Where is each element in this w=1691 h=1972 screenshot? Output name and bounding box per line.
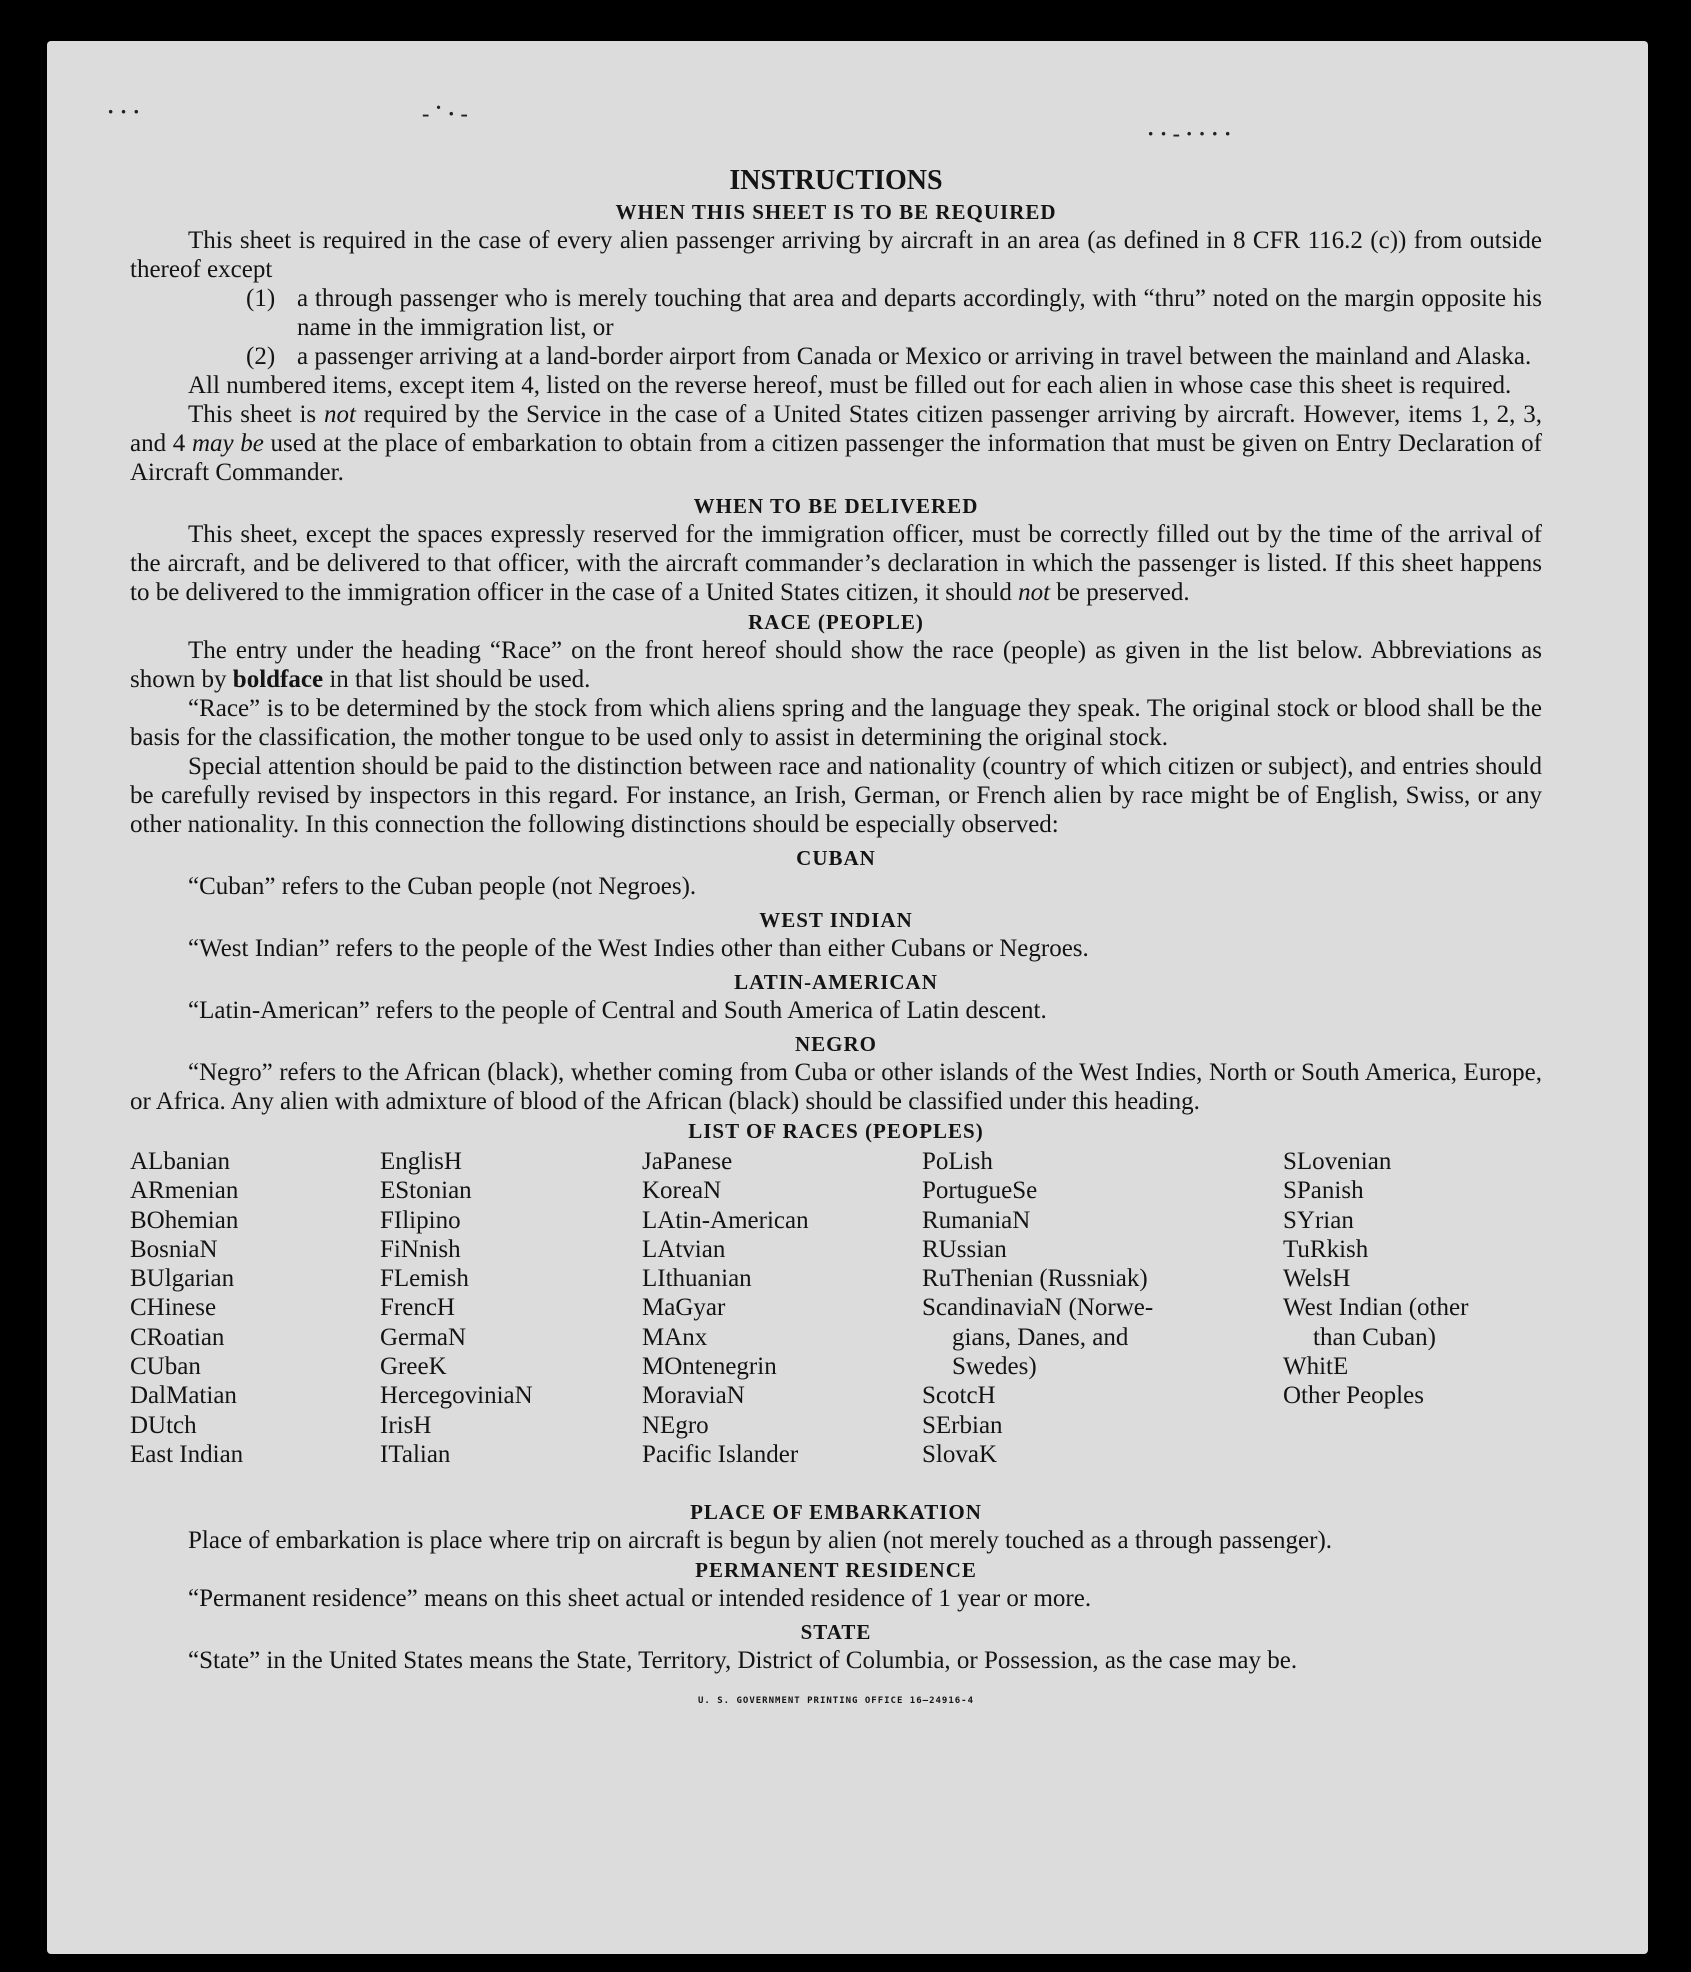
race-entry: SPanish	[1283, 1177, 1364, 1205]
text-run: This sheet, except the spaces expressly reserved for the immigration officer, must be correctly filled out by the time of the arrival of the aircraft, and be delivered to that officer, with the aircraft commander’s declaration in which the passenger is listed. If this sheet happens to be delivered to the immigration officer in the case of a United States citizen, it should	[130, 521, 1542, 606]
race-entry: HercegoviniaN	[380, 1382, 533, 1410]
races-column	[922, 1147, 1153, 1469]
races-column	[380, 1147, 533, 1469]
text-run: be preserved.	[1050, 579, 1190, 606]
race-entry: MoraviaN	[642, 1382, 745, 1410]
document-sheet	[47, 41, 1648, 1954]
race-entry: SlovaK	[922, 1440, 997, 1468]
paragraph: “Negro” refers to the African (black), whether coming from Cuba or other islands of the West Indies, North or South America, Europe, or Africa. Any alien with admixture of blood of the African (black) should be classified under this heading.	[130, 1059, 1542, 1115]
race-entry: IrisH	[380, 1411, 432, 1439]
race-entry: FrencH	[380, 1294, 455, 1322]
paragraph	[130, 400, 1542, 487]
race-entry: than Cuban)	[1313, 1323, 1436, 1351]
item-number: (1)	[246, 285, 276, 312]
race-entry: MaGyar	[642, 1294, 726, 1322]
race-entry: SErbian	[922, 1411, 1003, 1439]
races-column	[130, 1147, 243, 1469]
item-number: (2)	[246, 343, 276, 370]
list-item	[130, 342, 1542, 371]
race-entry: ITalian	[380, 1440, 451, 1468]
race-entry: Swedes)	[952, 1353, 1037, 1381]
section-heading-west-indian: WEST INDIAN	[759, 908, 913, 932]
paragraph: Special attention should be paid to the distinction between race and nationality (country of which citizen or subject), and entries should be carefully revised by inspectors in this regard. For instance, an Irish, German, or French alien by race might be of English, Swiss, or any other nationality. In this connection the following distinctions should be especially observed:	[130, 753, 1542, 838]
paragraph	[130, 636, 1542, 694]
text-run: The entry under the heading “Race” on the front hereof should show the race (people) as given in the list below. Abbreviations as shown by	[130, 637, 1542, 693]
race-entry: EnglisH	[380, 1148, 462, 1175]
race-entry: BOhemian	[130, 1206, 239, 1234]
race-entry: ScotcH	[922, 1382, 996, 1410]
race-entry: DalMatian	[130, 1382, 237, 1410]
race-entry: LAtin-American	[642, 1206, 809, 1234]
section-heading-state: STATE	[800, 1620, 872, 1644]
race-entry: RuThenian (Russniak)	[922, 1265, 1148, 1293]
race-entry: BUlgarian	[130, 1265, 235, 1293]
paragraph: “Cuban” refers to the Cuban people (not Negroes).	[188, 873, 697, 900]
section-heading-required: WHEN THIS SHEET IS TO BE REQUIRED	[615, 200, 1057, 224]
section-heading-embarkation: PLACE OF EMBARKATION	[690, 1500, 982, 1524]
paragraph	[130, 520, 1542, 607]
race-entry: WhitE	[1283, 1353, 1349, 1381]
race-entry: NEgro	[642, 1411, 709, 1439]
instructions-document	[130, 125, 1542, 1716]
paragraph: “West Indian” refers to the people of the West Indies other than either Cubans or Negroes.	[188, 935, 1089, 962]
races-list	[130, 1147, 1542, 1497]
race-entry: GermaN	[380, 1323, 467, 1351]
race-entry: SYrian	[1283, 1206, 1354, 1234]
section-heading-list-of-races: LIST OF RACES (PEOPLES)	[688, 1119, 984, 1143]
section-heading-latin-american: LATIN-AMERICAN	[734, 970, 938, 994]
race-entry: DUtch	[130, 1411, 197, 1439]
section-heading-delivered: WHEN TO BE DELIVERED	[693, 494, 979, 518]
race-entry: SLovenian	[1283, 1148, 1392, 1175]
race-entry: BosniaN	[130, 1235, 218, 1263]
race-entry: MOntenegrin	[642, 1353, 777, 1381]
page-title: INSTRUCTIONS	[729, 165, 943, 196]
list-item	[130, 284, 1542, 342]
race-entry: West Indian (other	[1283, 1294, 1469, 1322]
section-heading-negro: NEGRO	[794, 1032, 877, 1056]
race-entry: TuRkish	[1283, 1235, 1369, 1263]
paragraph: Place of embarkation is place where trip on aircraft is begun by alien (not merely touched as a through passenger).	[188, 1527, 1333, 1554]
race-entry: CRoatian	[130, 1323, 225, 1351]
race-entry: Pacific Islander	[642, 1440, 799, 1468]
race-entry: EStonian	[380, 1177, 472, 1205]
printing-office-imprint: U. S. GOVERNMENT PRINTING OFFICE 16—24916-4	[698, 1696, 974, 1706]
race-entry: ALbanian	[130, 1148, 230, 1175]
item-text: a through passenger who is merely touching that area and departs accordingly, with “thru” noted on the margin opposite his name in the immigration list, or	[297, 285, 1542, 341]
section-heading-residence: PERMANENT RESIDENCE	[695, 1558, 977, 1582]
race-entry: East Indian	[130, 1440, 244, 1468]
text-run: This sheet is	[188, 401, 324, 428]
race-entry: FLemish	[380, 1265, 469, 1293]
race-entry: Other Peoples	[1283, 1382, 1424, 1410]
race-entry: FIlipino	[380, 1206, 461, 1234]
paragraph: “State” in the United States means the State, Territory, District of Columbia, or Possession, as the case may be.	[188, 1647, 1298, 1674]
race-entry: KoreaN	[642, 1177, 722, 1205]
race-entry: PoLish	[922, 1148, 993, 1175]
race-entry: GreeK	[380, 1353, 447, 1381]
text-run: used at the place of embarkation to obtain from a citizen passenger the information that must be given on Entry Declaration of Aircraft Commander.	[130, 430, 1543, 486]
section-heading-race: RACE (PEOPLE)	[748, 610, 924, 634]
scan-speck: · · ·	[107, 99, 141, 124]
race-entry: LAtvian	[642, 1235, 726, 1263]
text-run: required by the Service in the case of a United States citizen passenger arriving by aircraft. However, items 1, 2, 3, and 4	[130, 401, 1542, 457]
race-entry: ScandinaviaN (Norwe-	[922, 1294, 1154, 1322]
race-entry: FiNnish	[380, 1235, 461, 1263]
scan-speck: ‐ ˙ · ‐	[422, 101, 468, 126]
item-text: a passenger arriving at a land-border airport from Canada or Mexico or arriving in travel between the mainland and Alaska.	[297, 343, 1532, 370]
races-column	[1283, 1147, 1468, 1411]
race-entry: CUban	[130, 1353, 201, 1381]
race-entry: RUssian	[922, 1235, 1007, 1263]
section-heading-cuban: CUBAN	[796, 846, 876, 870]
race-entry: gians, Danes, and	[952, 1323, 1129, 1351]
emphasis: may be	[191, 430, 264, 457]
races-column	[642, 1147, 809, 1469]
paragraph: “Latin-American” refers to the people of Central and South America of Latin descent.	[188, 997, 1047, 1024]
race-entry: WelsH	[1283, 1265, 1351, 1293]
paragraph: “Permanent residence” means on this sheet actual or intended residence of 1 year or more.	[188, 1585, 1092, 1612]
bold-text: boldface	[232, 666, 324, 693]
race-entry: RumaniaN	[922, 1206, 1031, 1234]
scan-speck: · · ‐ · · · ·	[1147, 121, 1232, 146]
race-entry: PortugueSe	[922, 1177, 1038, 1205]
text-run: in that list should be used.	[323, 666, 591, 693]
emphasis: not	[324, 401, 356, 428]
paragraph: “Race” is to be determined by the stock from which aliens spring and the language they speak. The original stock or blood shall be the basis for the classification, the mother tongue to be used only to assist in determining the original stock.	[130, 695, 1542, 751]
race-entry: ARmenian	[130, 1177, 239, 1205]
paragraph: All numbered items, except item 4, listed on the reverse hereof, must be filled out for each alien in whose case this sheet is required.	[188, 372, 1512, 399]
race-entry: LIthuanian	[642, 1265, 752, 1293]
paragraph: This sheet is required in the case of every alien passenger arriving by aircraft in an area (as defined in 8 CFR 116.2 (c)) from outside thereof except	[130, 227, 1542, 283]
race-entry: JaPanese	[642, 1148, 733, 1175]
race-entry: CHinese	[130, 1294, 217, 1322]
race-entry: MAnx	[642, 1323, 708, 1351]
emphasis: not	[1018, 579, 1051, 606]
